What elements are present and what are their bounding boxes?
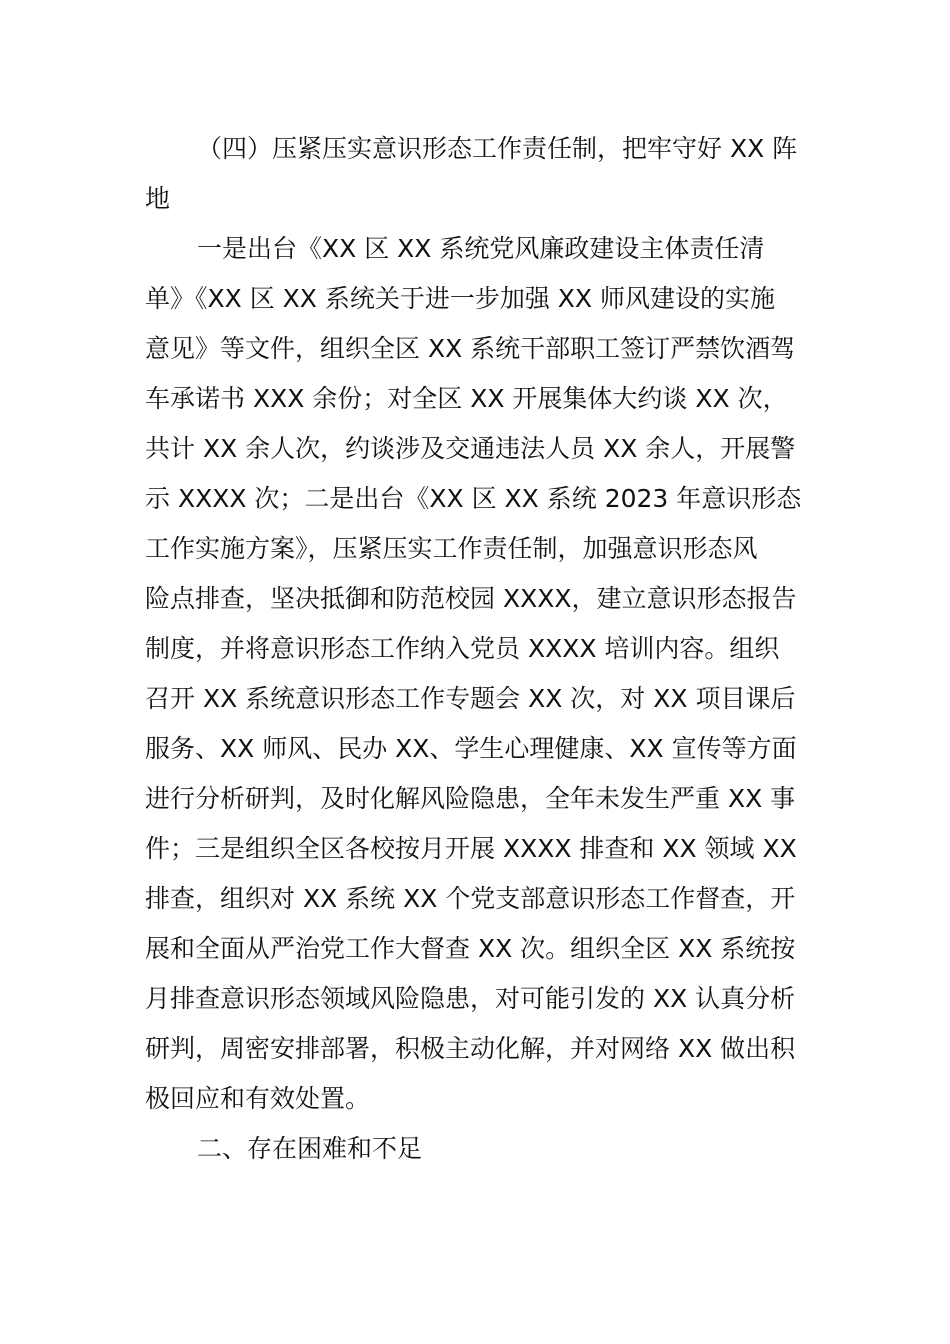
paragraph-line-9: 制度，并将意识形态工作纳入党员 XXXX 培训内容。组织	[145, 634, 780, 663]
paragraph-line-4: 车承诺书 XXX 余份；对全区 XX 开展集体大约谈 XX 次，	[145, 384, 788, 413]
paragraph-line-12: 进行分析研判，及时化解风险隐患，全年未发生严重 XX 事	[145, 784, 796, 813]
paragraph-line-13: 件；三是组织全区各校按月开展 XXXX 排查和 XX 领域 XX	[145, 834, 797, 863]
paragraph-line-3: 意见》等文件，组织全区 XX 系统干部职工签订严禁饮酒驾	[145, 334, 796, 363]
paragraph-line-7: 工作实施方案》，压紧压实工作责任制，加强意识形态风	[145, 534, 758, 563]
section-heading-line-2: 地	[145, 184, 171, 213]
paragraph-line-2: 单》《XX 区 XX 系统关于进一步加强 XX 师风建设的实施	[145, 284, 775, 313]
paragraph-line-1: 一是出台《XX 区 XX 系统党风廉政建设主体责任清	[197, 234, 765, 263]
paragraph-line-8: 险点排查，坚决抵御和防范校园 XXXX，建立意识形态报告	[145, 584, 797, 613]
paragraph-line-16: 月排查意识形态领域风险隐患，对可能引发的 XX 认真分析	[145, 984, 796, 1013]
section-title: 二、存在困难和不足	[197, 1134, 423, 1163]
paragraph-line-15: 展和全面从严治党工作大督查 XX 次。组织全区 XX 系统按	[145, 934, 796, 963]
paragraph-line-11: 服务、XX 师风、民办 XX、学生心理健康、XX 宣传等方面	[145, 734, 797, 763]
paragraph-line-5: 共计 XX 余人次，约谈涉及交通违法人员 XX 余人，开展警	[145, 434, 796, 463]
paragraph-line-10: 召开 XX 系统意识形态工作专题会 XX 次，对 XX 项目课后	[145, 684, 796, 713]
paragraph-line-14: 排查，组织对 XX 系统 XX 个党支部意识形态工作督查，开	[145, 884, 796, 913]
paragraph-line-17: 研判，周密安排部署，积极主动化解，并对网络 XX 做出积	[145, 1034, 796, 1063]
paragraph-line-6: 示 XXXX 次；二是出台《XX 区 XX 系统 2023 年意识形态	[145, 484, 802, 513]
paragraph-line-18: 极回应和有效处置。	[145, 1084, 371, 1113]
section-heading-line-1: （四）压紧压实意识形态工作责任制，把牢守好 XX 阵	[197, 134, 798, 163]
